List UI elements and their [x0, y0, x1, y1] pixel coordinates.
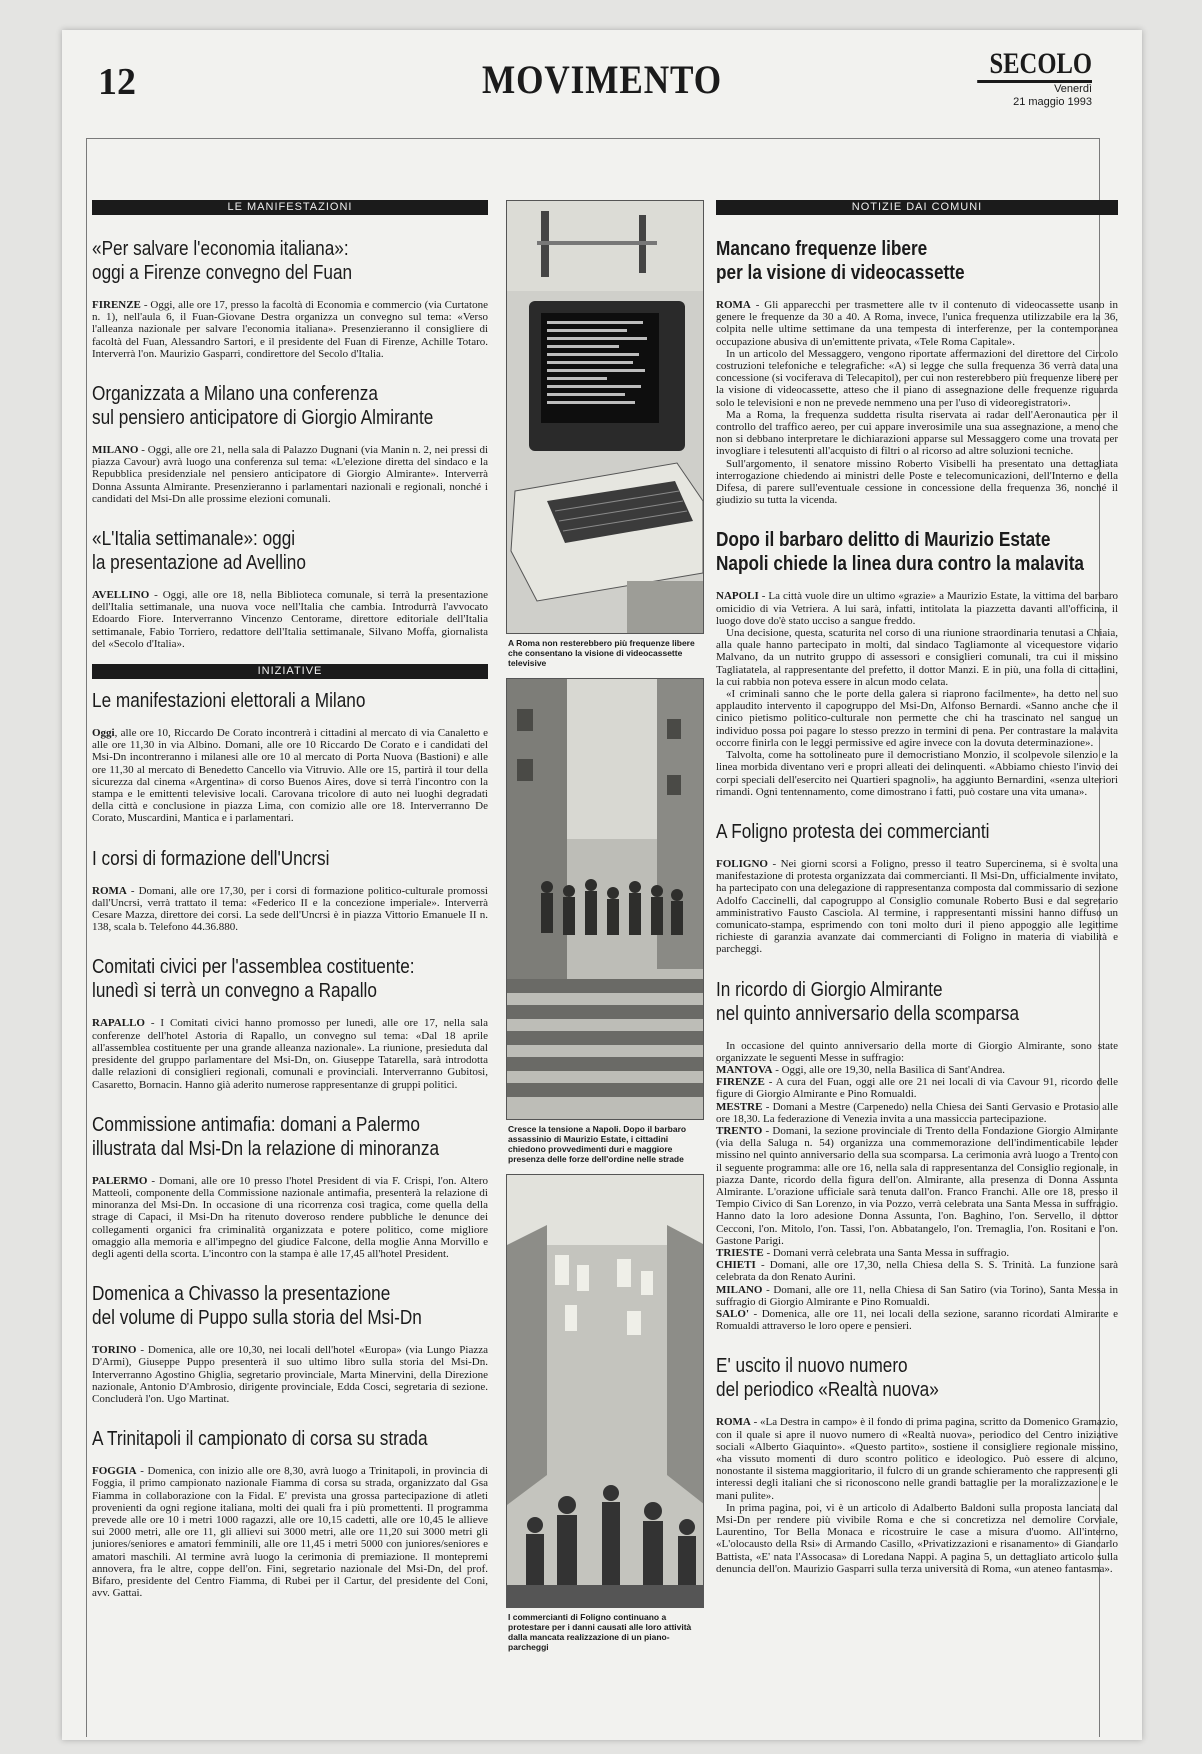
page-number: 12: [98, 61, 136, 103]
article-uncrsi: [92, 847, 488, 934]
dateline: SALO': [716, 1308, 750, 1320]
article-body: [716, 590, 1118, 797]
article-body: [716, 1040, 1118, 1333]
headline: [92, 237, 487, 285]
section-title: MOVIMENTO: [482, 57, 722, 102]
dateline: Oggi: [92, 727, 115, 740]
headline: [716, 528, 1117, 576]
headline: [716, 820, 1117, 844]
dateline: MILANO: [716, 1283, 763, 1296]
dateline: FIRENZE: [92, 299, 141, 311]
headline-line: I corsi di formazione dell'Uncrsi: [92, 847, 330, 870]
article-body: [92, 1017, 488, 1090]
headline: [92, 1427, 487, 1451]
headline-line: Mancano frequenze libere: [716, 238, 928, 260]
dateline: ROMA: [716, 1416, 751, 1429]
article-body: [92, 885, 488, 934]
list-item: [716, 1076, 1118, 1100]
article-text: , alle ore 10, Riccardo De Corato incontrerà i cittadini al mercato di via Canaletto e alle ore 11,30 in via Albino. Domani, alle ore 10 Riccardo De Corato e i candidati del Msi-Dn incontreranno i milanesi alle ore 10 al mercato di Porta Nuova (Bastioni) e alle ore 11,30 al mercato di Benedetto Cancello via Vitruvio. Alle ore 15, partirà il tour della sicurezza dal cinema «Argentina» di corso Buenos Aires, dove si terrà l'incontro con la stampa e le emittenti televisive locali. Carovana tricolore di auto nei luoghi degradati della città e conclusione in piazza Lima, con comizio alle ore 18. Interverranno De Corato, Muscardini, Mantica e i parlamentari.: [92, 727, 488, 825]
dateline: MANTOVA: [716, 1063, 773, 1076]
article-text: - Domani, alle ore 17,30, nella Chiesa della S. S. Trinità. La funzione sarà celebrata da don Renato Aurini.: [716, 1259, 1118, 1284]
article-text: - Oggi, alle ore 19,30, nella Basilica di Sant'Andrea.: [772, 1063, 1006, 1076]
dateline: FIRENZE: [716, 1076, 765, 1089]
list-item: [716, 1247, 1118, 1259]
photo-napoli-crowd: [506, 678, 704, 1120]
paragraph: [716, 299, 1118, 348]
headline-line: Napoli chiede la linea dura contro la malavita: [716, 553, 1085, 576]
photo-caption: A Roma non resterebbero più frequenze libere che consentano la visione di videocassette televisive: [508, 638, 695, 668]
dateline: TRENTO: [716, 1124, 763, 1137]
issue-date: 21 maggio 1993: [1013, 96, 1092, 108]
headline-line: A Trinitapoli il campionato di corsa su strada: [92, 1428, 428, 1451]
headline-line: «Per salvare l'economia italiana»:: [92, 238, 349, 260]
photo-caption: Cresce la tensione a Napoli. Dopo il barbaro assassinio di Maurizio Estate, i cittadini chiedono provvedimenti duri e maggiore presenza delle forze dell'ordine nelle strade: [508, 1124, 687, 1164]
headline-line: Commissione antimafia: domani a Palermo: [92, 1113, 420, 1136]
section-bar-iniziative: INIZIATIVE: [92, 664, 488, 679]
article-text: - Nei giorni scorsi a Foligno, presso il teatro Supercinema, si è svolta una manifestazione di protesta organizzata dai commercianti. Il Msi-Dn, ufficialmente invitato, ha partecipato con una delegazione di rappresentanza composta dal commissario di sezione Adolfo Caccinelli, dal capogruppo al Consiglio comunale Roberto Busi e dal segretario amministrativo Fausto Casciola. Al termine, i rappresentanti missini hanno diffuso un comunicato-stampa, esprimendo con toni molto duri il pieno appoggio alle legittime richieste di garanzia avanzate dai commercianti di Foligno in materia di viabilità e parcheggi.: [716, 857, 1118, 956]
photo-video-terminal: [506, 200, 704, 634]
article-body: [716, 299, 1118, 506]
paragraph: In occasione del quinto anniversario della morte di Giorgio Almirante, sono state organizzate le seguenti Messe in suffragio:: [716, 1039, 1118, 1064]
headline-line: In ricordo di Giorgio Almirante: [716, 978, 943, 1001]
article-text: - Oggi, alle ore 18, nella Biblioteca comunale, si terrà la presentazione dell'Italia settimanale, una nuova voce nell'Italia che cambia. Introdurrà l'avvocato Edoardo Fiore. Interverranno Vincenzo Centorame, direttore editoriale dell'Italia settimanale, Fabio Torriero, redattore dell'Italia settimanale, Silvano Moffa, giornalista del «Secolo d'Italia».: [92, 589, 488, 650]
article-text: - Domenica, con inizio alle ore 8,30, avrà luogo a Trinitapoli, in provincia di Foggia, il primo campionato nazionale Fiamma di corsa su strada, organizzato dal Gsa Fiamma in collaborazione con la Fidal. E' prevista una grossa partecipazione di atleti provenienti da ogni regione italiana, molti dei quali fra i più promettenti. Il programma prevede alle ore 10 i metri 1000 ragazzi, alle ore 10,15 cadetti, alle ore 10,45 le allieve sui 2000 metri, alle ore 11, gli allievi sui 3000 metri, alle ore 11,20 sui 3000 metri gli juniores/seniores e amatori femminili, alle ore 11,45 i metri 5000 con juniores/seniores e amatori maschili. Al termine avrà luogo la cerimonia di premiazione. Il montepremi annovera, fra le altre, coppe dell'on. Fini, segretario nazionale del Msi-Dn, del prof. Bifaro, presidente del Centro Fiamma, di Rubei per il Cartur, del presidente del Coni, avv. Gattai.: [92, 1465, 488, 1600]
headline: [92, 527, 487, 575]
article-text: - Gli apparecchi per trasmettere alle tv il contenuto di videocassette usano in genere le frequenze da 30 a 40. A Roma, invece, l'unica frequenza utilizzabile era la 36, colpita nelle ultime settimane da una tempesta di interferenze, per la contemporanea occupazione abusiva di un'emittente privata, «Tele Roma Capitale».: [716, 299, 1118, 348]
article-text: - I Comitati civici hanno promosso per lunedì, alle ore 17, nella sala conferenze dell'hotel Astoria di Rapallo, un convegno sul tema: «Dal 18 aprile all'assemblea costituente per una grande alleanza nazionale». La riunione, presieduta dal presidente del gruppo parlamentare del Msi-Dn, on. Giuseppe Tatarella, sarà introdotta dalle relazioni di consiglieri regionali, comunali e provinciali. Interverranno Gubitosi, Casaretto, Bornacin. Hanno già aderito numerose rappresentanze di gruppi politici.: [92, 1017, 488, 1091]
list-item: [716, 1101, 1118, 1125]
headline-line: Dopo il barbaro delitto di Maurizio Estate: [716, 529, 1051, 552]
photo-caption: I commercianti di Foligno continuano a protestare per i danni causati alle loro attività dalla mancata realizzazione di un piano-parcheggi: [508, 1612, 692, 1652]
dateline: CHIETI: [716, 1259, 756, 1272]
article-almirante-milano: [92, 382, 488, 505]
paragraph: Sull'argomento, il senatore missino Roberto Visibelli ha presentato una dettagliata interrogazione chiedendo ai ministri delle Poste e telecomunicazioni, dell'Interno e della Difesa, di parere sull'eventuale cessione in concessione della frequenza 36, nonché il giudizio su tutta la vicenda.: [716, 457, 1118, 507]
video-terminal-image: [507, 201, 704, 633]
right-column: [716, 200, 1118, 1581]
headline: [716, 1354, 1117, 1402]
list-item: [716, 1064, 1118, 1076]
article-body: [716, 858, 1118, 956]
paragraph: Talvolta, come ha sottolineato pure il democristiano Monzio, il scolpevole silenzio e la linea morbida diventano veri e propri alleati dei delinquenti. «Abbiamo chiesto l'invio dei corpi speciali dell'esercito nei Quartieri spagnoli», ha aggiunto Bernardini, «senza ulteriori rimandi. Ogni tentennamento, come dimostrano i fatti, può costare una vita umana».: [716, 749, 1118, 798]
headline-line: «L'Italia settimanale»: oggi: [92, 528, 296, 551]
dateline: FOLIGNO: [716, 857, 768, 870]
article-body: [92, 589, 488, 650]
photo-column: [506, 200, 704, 1662]
dateline: ROMA: [92, 884, 127, 897]
paragraph: [716, 590, 1118, 627]
article-frequenze: [716, 237, 1118, 506]
dateline: PALERMO: [92, 1174, 148, 1187]
article-text: - Oggi, alle ore 17, presso la facoltà di Economia e commercio (via Curtatone n. 1), nell'aula 6, il Fuan-Giovane Destra organizza un convegno sul tema: «Verso l'alleanza nazionale per salvare l'economia italiana». Presenzieranno il consigliere di facoltà del Fuan, Alessandro Sartori, e il presidente del Fuan di Firenze, Achille Totaro. Interverrà l'on. Maurizio Gasparri, condirettore del Secolo d'Italia.: [92, 299, 488, 360]
napoli-crowd-image: [507, 679, 704, 1119]
list-item: [716, 1308, 1118, 1332]
article-text: - «La Destra in campo» è il fondo di prima pagina, scritto da Domenico Gramazio, con il quale si apre il nuovo numero di «Realtà nuova», periodico del Centro iniziative sociali «Alberto Giaquinto». «Questo partito», sostiene il consigliere regionale missino, «ha vissuto momenti di duro scontro politico e ideologico. Può essere di alcuno, nonostante il sistema maggioritario, il fulcro di un grande schieramento che rappresenti gli interessi degli italiani che si riconoscono nelle grandi battaglie per la moralizzazione e le mani pulite».: [716, 1416, 1118, 1502]
left-column: [92, 200, 488, 1605]
headline-line: illustrata dal Msi-Dn la relazione di minoranza: [92, 1137, 440, 1160]
headline-line: E' uscito il nuovo numero: [716, 1355, 908, 1378]
paragraph: Una decisione, questa, scaturita nel corso di una riunione straordinaria tenutasi a Chiaia, alla quale hanno partecipato in molti, dal sindaco Tagliamonte al vicequestore vicario Malvano, da un nutrito gruppo di assessori e consiglieri comunali, tra cui il missino Tagliatatela, al rappresentante del prefetto, il dottor Manzi. E in più, una folla di cittadini, la cui rabbia non poteva essere in alcun modo celata.: [716, 627, 1118, 688]
headline-line: del periodico «Realtà nuova»: [716, 1379, 939, 1402]
article-napoli-malavita: [716, 528, 1118, 797]
article-ricordo-almirante: [716, 978, 1118, 1333]
article-text: - La città vuole dire un ultimo «grazie» a Maurizio Estate, la vittima del barbaro omicidio di via Vetriera. A lui sarà, infatti, intitolata la piazzetta davanti all'officina, il luogo dove do'è stato ucciso a sangue freddo.: [716, 590, 1118, 627]
dateline: TRIESTE: [716, 1246, 764, 1259]
headline: [92, 1113, 487, 1161]
section-bar-manifestazioni: LE MANIFESTAZIONI: [92, 200, 488, 215]
article-body: [92, 299, 488, 360]
article-italia-settimanale: [92, 527, 488, 650]
article-fuan-firenze: [92, 237, 488, 360]
issue-day: Venerdì: [1054, 83, 1092, 95]
article-text: - Domenica, alle ore 10,30, nei locali dell'hotel «Europa» (via Lungo Piazza D'Armi), Giuseppe Puppo presenterà il suo ultimo libro sulla storia del Msi-Dn. Interverranno Agostino Ghiglia, segretario provinciale, Marta Minervini, della Direzione nazionale, Antonio D'Ambrosio, dirigente provinciale, Edda Cosci, segretaria di sezione. Concluderà l'on. Ugo Martinat.: [92, 1344, 488, 1405]
headline-line: del volume di Puppo sulla storia del Msi-Dn: [92, 1307, 422, 1330]
headline: [92, 847, 487, 871]
headline-line: Domenica a Chivasso la presentazione: [92, 1283, 391, 1306]
headline-line: nel quinto anniversario della scomparsa: [716, 1002, 1020, 1025]
article-text: - A cura del Fuan, oggi alle ore 21 nei locali di via Cavour 91, ricordo delle figure di Giorgio Almirante e Pino Romualdi.: [716, 1076, 1118, 1101]
paragraph: «I criminali sanno che le porte della galera si riaprono facilmente», ha detto nel suo applaudito intervento il capogruppo del Msi-Dn, Alfonso Bernardi. «Sanno anche che il cinico pietismo politico-culturale non permette che chi ha trascinato nel sangue un individuo possa poi pagare lo stesso prezzo in termini di pena. Per contrastare la malavita occorre finirla con le leggi permissive ed agire invece con la dovuta determinazione».: [716, 688, 1118, 749]
article-rapallo: [92, 955, 488, 1090]
headline: [92, 1282, 487, 1330]
newspaper-page: [62, 30, 1142, 1740]
article-text: - Domani verrà celebrata una Santa Messa in suffragio.: [763, 1246, 1010, 1259]
article-text: - Domani, alle ore 11, nella Chiesa di San Satiro (via Torino), Santa Messa in suffragio di Giorgio Almirante e Pino Romualdi.: [716, 1283, 1118, 1308]
article-text: - Domenica, alle ore 11, nei locali della sezione, saranno ricordati Almirante e Romualdi attraverso le loro opere e pensieri.: [716, 1308, 1118, 1333]
dateline: TORINO: [92, 1344, 137, 1357]
article-text: - Domani, alle ore 17,30, per i corsi di formazione politico-culturale promossi dall'Uncrsi, verrà trattato il tema: «Federico II e la concezione imperiale». Interverrà Cesare Mazza, direttore dei corsi. La sede dell'Uncrsi è in piazza Vittorio Emanuele II n. 138, scala b. Telefono 44.36.880.: [92, 884, 488, 934]
list-item: [716, 1284, 1118, 1308]
headline-line: Organizzata a Milano una conferenza: [92, 383, 378, 406]
dateline: MILANO: [92, 444, 139, 457]
headline: [92, 382, 487, 430]
dateline: AVELLINO: [92, 589, 150, 602]
article-manifestazioni-milano: [92, 689, 488, 825]
article-chivasso: [92, 1282, 488, 1405]
dateline: ROMA: [716, 299, 751, 311]
article-text: - Domani a Mestre (Carpenedo) nella Chiesa dei Santi Gervasio e Protasio alle ore 18,30. La federazione di Venezia invita a una massiccia partecipazione.: [716, 1100, 1118, 1125]
headline-line: Comitati civici per l'assemblea costituente:: [92, 956, 415, 979]
article-foligno: [716, 820, 1118, 956]
list-item: [716, 1125, 1118, 1247]
article-body: [716, 1416, 1118, 1575]
headline: [92, 955, 487, 1003]
headline-line: Le manifestazioni elettorali a Milano: [92, 690, 366, 713]
article-antimafia: [92, 1113, 488, 1260]
article-body: [92, 727, 488, 825]
dateline: NAPOLI: [716, 590, 759, 603]
paragraph: Ma a Roma, la frequenza suddetta risulta riservata ai radar dell'Aeronautica per il controllo del traffico aereo, per cui appare inverosimile una sua assegnazione, a meno che non si debbano interpretare le dichiarazioni apparse sul Messaggero come una trovata per invogliare i telesutenti all'acquisto di filtri o al ricorso ad altre soluzioni tecniche.: [716, 408, 1118, 458]
paragraph: [716, 1416, 1118, 1501]
headline-line: per la visione di videocassette: [716, 262, 965, 284]
paragraph: In prima pagina, poi, vi è un articolo di Adalberto Baldoni sulla proposta lanciata dal Msi-Dn per rendere più vivibile Roma e che si concretizza nel demolire Corviale, Laurentino, Tor Bella Monaca e ricostruire le case a misura d'uomo. All'interno, «L'olocausto della Rsi» di Armando Casillo, «Privatizzazioni e risanamento» di Giancarlo Battista, «E' nata l'Assocasa» di Loredana Nappi. A pagina 5, un dettagliato articolo sulla denuncia dell'on. Maurizio Gasparri sulla terza università di Roma, «un ateneo fantasma».: [716, 1501, 1118, 1575]
brand-logo: SECOLO: [977, 48, 1092, 83]
foligno-street-image: [507, 1175, 704, 1607]
article-body: [92, 1344, 488, 1405]
masthead: [952, 48, 1092, 109]
dateline: FOGGIA: [92, 1465, 137, 1478]
list-item: [716, 1259, 1118, 1283]
section-bar-notizie-comuni: NOTIZIE DAI COMUNI: [716, 200, 1118, 215]
headline: [716, 978, 1117, 1026]
article-realta-nuova: [716, 1354, 1118, 1575]
article-text: - Domani, alle ore 10 presso l'hotel President di via F. Crispi, l'on. Altero Matteoli, componente della Commissione nazionale antimafia, presenterà la relazione di minoranza del Msi-Dn. In occasione di una ricorrenza così tragica, come quella della strage di Capaci, il Msi-Dn ha ritenuto doveroso rendere pubbliche le denunce dei collegamenti organici fra criminalità organizzata e potere politico, come migliore omaggio alla memoria e all'impegno del giudice Falcone, della moglie Anna Morvillo e degli agenti della scorta. L'incontro con la stampa è alle 17,45 all'hotel President.: [92, 1174, 488, 1260]
paragraph: In un articolo del Messaggero, vengono riportate affermazioni del direttore del Circolo costruzioni telefoniche e telegrafiche: «A) si legge che sulla frequenza 36 verrà data una concessione (si vociferava di Telecapitol), per cui non resterebbero più frequenze libere per la visione di videocassette, atteso che il piano di assegnazione delle frequenze riguarda solo le televisioni e non ne prevede nemmeno una per l'uso di videoregistratori».: [716, 347, 1118, 409]
headline: [716, 237, 1117, 285]
article-trinitapoli: [92, 1427, 488, 1599]
headline-line: lunedì si terrà un convegno a Rapallo: [92, 980, 377, 1003]
article-body: [92, 1465, 488, 1599]
article-text: - Oggi, alle ore 21, nella sala di Palazzo Dugnani (via Manin n. 2, nei pressi di piazza Cavour) avrà luogo una conferenza sul tema: «L'elezione diretta del sindaco e la Repubblica presidenziale nel pensiero anticipatore di Giorgio Almirante». Interverrà Donna Assunta Almirante. Presenzieranno i parlamentari nazionali e regionali, nonché i candidati del Msi-Dn alle prossime elezioni comunali.: [92, 444, 488, 505]
article-text: - Domani, la sezione provinciale di Trento della Fondazione Giorgio Almirante (via della Saluga n. 54) organizza una commemorazione dell'indimenticabile leader missino nel quinto anniversario della sua scomparsa. La cerimonia avrà luogo a Trento con il seguente programma: alle ore 16, nella sala di rappresentanza del Consiglio regionale, in piazza Dante, ricordo della figura dell'on. Almirante, alla presenza di Donna Assunta Almirante. L'orazione ufficiale sarà tenuta dall'on. Franco Franchi. Alle ore 18, presso il Tempio Civico di San Lorenzo, in via Pozzo, verrà celebrata una Santa Messa in suffragio. Hanno dato la loro adesione Donna Assunta, l'on. Baghino, l'on. Servello, il dottor Cecconi, l'on. Mitolo, l'on. Tassi, l'on. Abbatangelo, l'on. Tremaglia, l'on. Rositani e l'on. Gastone Parigi.: [716, 1124, 1118, 1247]
headline-line: sul pensiero anticipatore di Giorgio Almirante: [92, 407, 434, 430]
article-body: [92, 444, 488, 505]
dateline: MESTRE: [716, 1100, 763, 1113]
dateline: RAPALLO: [92, 1017, 145, 1030]
headline: [92, 689, 487, 713]
headline-line: la presentazione ad Avellino: [92, 552, 306, 575]
photo-foligno-street: [506, 1174, 704, 1608]
headline-line: oggi a Firenze convegno del Fuan: [92, 262, 353, 284]
headline-line: A Foligno protesta dei commercianti: [716, 820, 990, 843]
article-body: [92, 1175, 488, 1260]
